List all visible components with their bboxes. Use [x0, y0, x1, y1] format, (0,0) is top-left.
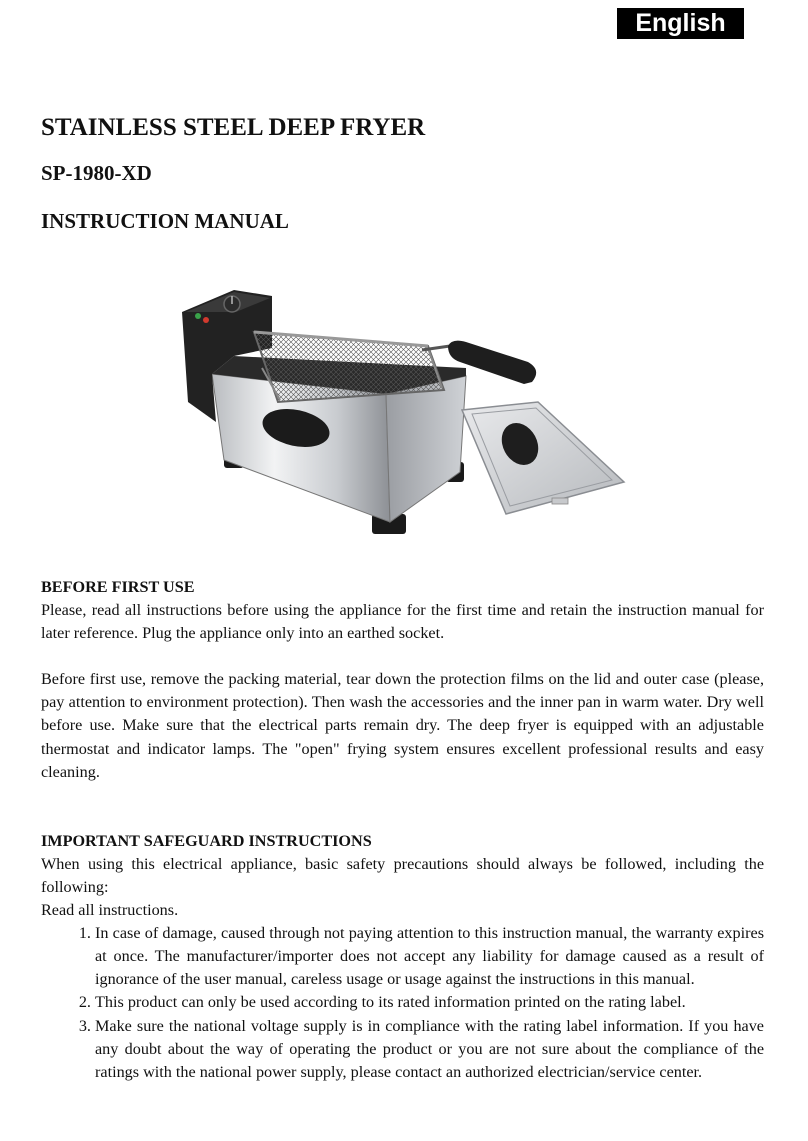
indicator-lamp-red — [203, 317, 209, 323]
indicator-lamp-green — [195, 313, 201, 319]
product-title: STAINLESS STEEL DEEP FRYER — [41, 114, 426, 141]
list-item: 3. Make sure the national voltage supply is in compliance with the rating label information. If you have any doubt about the way of operating the product or you are not sure about the compliance of the ratings with the national power supply, please contact an authorized electrician/service center. — [95, 1015, 764, 1084]
model-number: SP-1980-XD — [41, 161, 152, 185]
section-heading-before-first-use: BEFORE FIRST USE — [41, 578, 195, 596]
fryer-body-side — [386, 376, 466, 522]
language-badge: English — [617, 8, 744, 39]
section-heading-safeguards: IMPORTANT SAFEGUARD INSTRUCTIONS — [41, 831, 372, 850]
paragraph: When using this electrical appliance, basic safety precautions should always be followed, including the following: — [41, 854, 764, 896]
deep-fryer-illustration — [176, 282, 628, 540]
paragraph: Please, read all instructions before using the appliance for the first time and retain the instruction manual for later reference. Plug the appliance only into an earthed socket. — [41, 601, 764, 643]
safeguard-list — [41, 922, 764, 1084]
paragraph: Before first use, remove the packing material, tear down the protection films on the lid and outer case (please, pay attention to environment protection). Then wash the accessories and the inner pan in warm water. Dry well before use. Make sure that the electrical parts remain dry. The deep fryer is equipped with an adjustable thermostat and indicator lamps. The "open" frying system ensures excellent professional results and easy cleaning. — [41, 670, 764, 781]
frying-basket — [254, 332, 444, 402]
manual-content — [41, 576, 764, 1084]
paragraph: Read all instructions. — [41, 901, 179, 920]
list-item: 1. In case of damage, caused through not paying attention to this instruction manual, the warranty expires at once. The manufacturer/importer does not accept any liability for damage caused as a result of ignorance of the user manual, careless usage or usage against the instructions in this manual. — [95, 922, 764, 991]
document-subtitle: INSTRUCTION MANUAL — [41, 209, 289, 233]
list-item: 2. This product can only be used according to its rated information printed on the rating label. — [95, 991, 764, 1014]
